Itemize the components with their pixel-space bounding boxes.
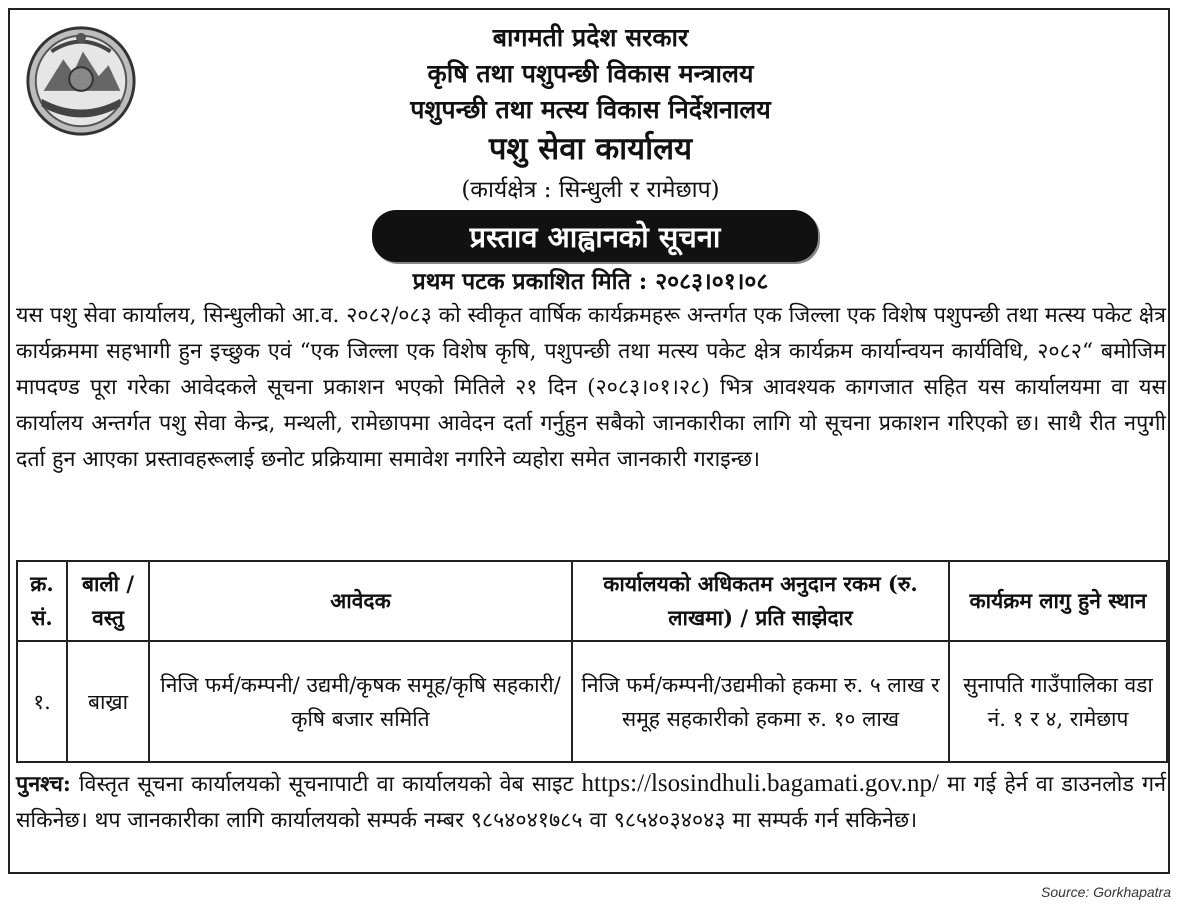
header-area: (कार्यक्षेत्र : सिन्धुली र रामेछाप) bbox=[461, 177, 720, 203]
notice-table bbox=[16, 560, 1168, 763]
cell-location: सुनापति गाउँपालिका वडा नं. १ र ४, रामेछाप bbox=[949, 641, 1167, 762]
cell-applicant: निजि फर्म/कम्पनी/ उद्यमी/कृषक समूह/कृषि सहकारी/कृषि बजार समिति bbox=[149, 641, 572, 762]
footnote-text-2: मा गई हेर्न वा डाउनलोड गर्न सकिनेछ। थप जानकारीका लागि कार्यालयको सम्पर्क नम्बर ९८५४०४१७८५ वा ९८५४०३४०४३ मा सम्पर्क गर्न सकिनेछ। bbox=[16, 772, 1166, 833]
published-date: प्रथम पटक प्रकाशित मिति : २०८३।०१।०८ bbox=[412, 268, 769, 295]
header-directorate: पशुपन्छी तथा मत्स्य विकास निर्देशनालय bbox=[410, 95, 771, 124]
header-location: कार्यक्रम लागु हुने स्थान bbox=[949, 561, 1167, 641]
header-grant: कार्यालयको अधिकतम अनुदान रकम (रु. लाखमा) / प्रति साझेदार bbox=[572, 561, 949, 641]
table-header-row bbox=[17, 561, 1167, 641]
header-office: पशु सेवा कार्यालय bbox=[488, 131, 693, 167]
footnote bbox=[16, 766, 1166, 839]
footnote-text-1: विस्तृत सूचना कार्यालयको सूचनापाटी वा कार्यालयको वेब साइट bbox=[70, 772, 582, 797]
website-link[interactable]: https://lsosindhuli.bagamati.gov.np/ bbox=[581, 770, 939, 797]
header-crop: बाली / वस्तु bbox=[67, 561, 149, 641]
notice-body: यस पशु सेवा कार्यालय, सिन्धुलीको आ.व. २०८२/०८३ को स्वीकृत वार्षिक कार्यक्रमहरू अन्तर्गत एक जिल्ला एक विशेष पशुपन्छी तथा मत्स्य पकेट क्षेत्र कार्यक्रममा सहभागी हुन इच्छुक एवं “एक जिल्ला एक विशेष कृषि, पशुपन्छी तथा मत्स्य पकेट क्षेत्र कार्यक्रम कार्यान्वयन कार्यविधि, २०८२“ बमोजिम मापदण्ड पूरा गरेका आवेदकले सूचना प्रकाशन भएको मितिले २१ दिन (२०८३।०१।२८) भित्र आवश्यक कागजात सहित यस कार्यालयमा वा यस कार्यालय अन्तर्गत पशु सेवा केन्द्र, मन्थली, रामेछापमा आवेदन दर्ता गर्नुहुन सबैको जानकारीका लागि यो सूचना प्रकाशन गरिएको छ। साथै रीत नपुगी दर्ता हुन आएका प्रस्तावहरूलाई छनोट प्रक्रियामा समावेश नगरिने व्यहोरा समेत जानकारी गराइन्छ। bbox=[16, 303, 1166, 472]
cell-grant: निजि फर्म/कम्पनी/उद्यमीको हकमा रु. ५ लाख र समूह सहकारीको हकमा रु. १० लाख bbox=[572, 641, 949, 762]
header-sn: क्र. सं. bbox=[17, 561, 67, 641]
footnote-label: पुनश्च: bbox=[16, 772, 71, 797]
header-province: बागमती प्रदेश सरकार bbox=[492, 23, 689, 52]
cell-crop: बाख्रा bbox=[67, 641, 149, 762]
notice-title: प्रस्ताव आह्वानको सूचना bbox=[469, 219, 721, 254]
header-ministry: कृषि तथा पशुपन्छी विकास मन्त्रालय bbox=[427, 59, 754, 88]
table-row bbox=[17, 641, 1167, 762]
notice-title-banner bbox=[372, 210, 818, 262]
source-credit: Source: Gorkhapatra bbox=[1041, 884, 1171, 900]
cell-sn: १. bbox=[17, 641, 67, 762]
header-applicant: आवेदक bbox=[149, 561, 572, 641]
